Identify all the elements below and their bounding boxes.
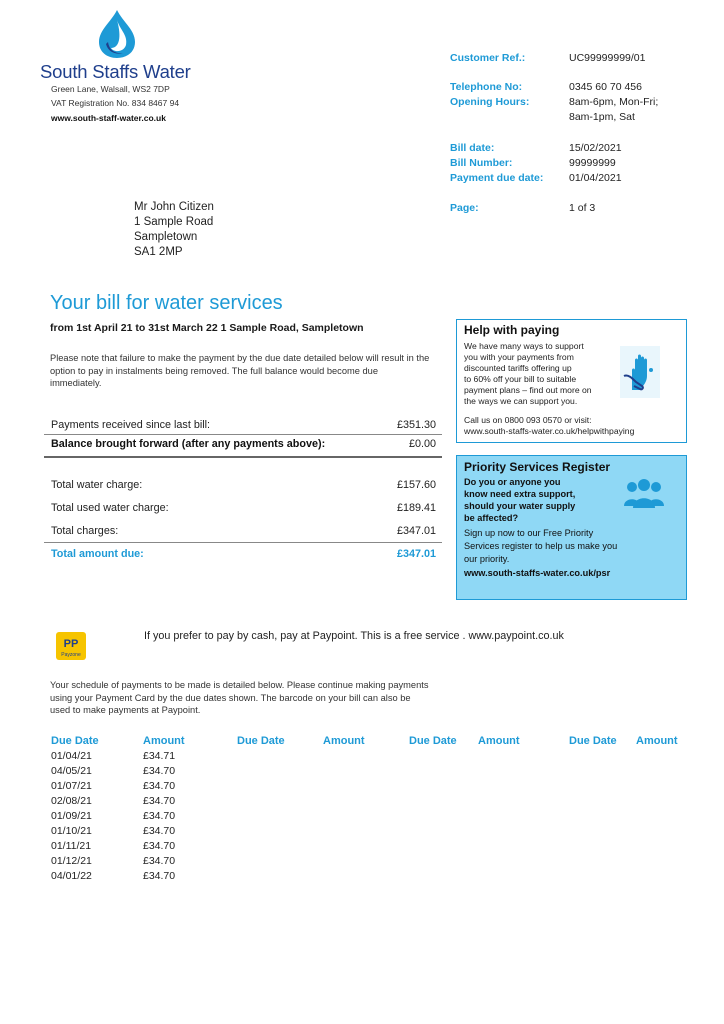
schedule-row-amount: £34.70	[143, 870, 176, 882]
schedule-note: Your schedule of payments to be made is detailed below. Please continue making payments using your Payment Card by the due dates shown. The barcode on your bill can also be used to make payments at Paypoint.	[50, 680, 429, 715]
bill-title: Your bill for water services	[50, 292, 283, 314]
psr-url: www.south-staffs-water.co.uk/psr	[464, 568, 611, 578]
telephone-value: 0345 60 70 456	[569, 81, 642, 93]
paypoint-logo	[56, 632, 86, 660]
help-text-line2: you with your payments from	[464, 352, 574, 362]
payment-warning-note: Please note that failure to make the payment by the due date detailed below will result in the option to pay in instalments being removed. The full balance would become due immediately.	[50, 353, 430, 388]
payments-received-label: Payments received since last bill:	[51, 419, 211, 431]
totals-divider	[44, 542, 442, 543]
schedule-row-date: 01/07/21	[51, 780, 92, 792]
company-address: Green Lane, Walsall, WS2 7DP	[51, 84, 170, 94]
paypoint-message: If you prefer to pay by cash, pay at Paypoint. This is a free service . www.paypoint.co.uk	[144, 630, 564, 642]
schedule-col2-due-date-header: Due Date	[237, 735, 285, 747]
priority-services-panel	[456, 455, 687, 600]
used-water-charge-label: Total used water charge:	[51, 502, 169, 514]
schedule-row-amount: £34.70	[143, 855, 176, 867]
payments-received-value: £351.30	[396, 419, 436, 431]
schedule-row-date: 01/09/21	[51, 810, 92, 822]
total-charges-label: Total charges:	[51, 525, 119, 537]
recipient-address-line2: Sampletown	[134, 231, 198, 243]
bill-number-label: Bill Number:	[450, 157, 513, 169]
recipient-postcode: SA1 2MP	[134, 246, 183, 258]
schedule-row-date: 01/11/21	[51, 840, 92, 852]
schedule-col1-amount-header: Amount	[143, 735, 185, 747]
helping-hand-icon	[620, 346, 660, 398]
svg-text:PP: PP	[63, 638, 79, 650]
schedule-row-amount: £34.70	[143, 810, 176, 822]
psr-text-line2: Services register to help us make you	[464, 541, 618, 551]
schedule-col1-due-date-header: Due Date	[51, 735, 99, 747]
schedule-row-date: 01/10/21	[51, 825, 92, 837]
recipient-name: Mr John Citizen	[134, 201, 214, 213]
summary-divider	[44, 434, 442, 435]
bill-number-value: 99999999	[569, 157, 616, 169]
svg-text:Payzone: Payzone	[61, 652, 81, 658]
schedule-row-amount: £34.70	[143, 795, 176, 807]
schedule-col4-amount-header: Amount	[636, 735, 678, 747]
total-amount-due-value: £347.01	[396, 548, 436, 560]
psr-text-line1: Sign up now to our Free Priority	[464, 528, 594, 538]
psr-question-line1: Do you or anyone you	[464, 477, 561, 487]
schedule-col3-due-date-header: Due Date	[409, 735, 457, 747]
bill-date-label: Bill date:	[450, 142, 495, 154]
balance-forward-value: £0.00	[408, 438, 436, 450]
psr-question-line4: be affected?	[464, 513, 519, 523]
opening-hours-label: Opening Hours:	[450, 96, 530, 108]
bill-date-value: 15/02/2021	[569, 142, 622, 154]
help-text-line3: discounted tariffs offering up	[464, 363, 572, 373]
psr-question-line2: know need extra support,	[464, 489, 576, 499]
help-panel-title: Help with paying	[464, 323, 560, 337]
schedule-row-amount: £34.71	[143, 750, 176, 762]
opening-hours-line2: 8am-1pm, Sat	[569, 111, 635, 123]
psr-panel-title: Priority Services Register	[464, 460, 611, 474]
schedule-row-date: 01/04/21	[51, 750, 92, 762]
company-website: www.south-staff-water.co.uk	[51, 113, 166, 123]
page-value: 1 of 3	[569, 202, 596, 214]
company-name: South Staffs Water	[40, 61, 191, 82]
schedule-row-date: 02/08/21	[51, 795, 92, 807]
due-date-value: 01/04/2021	[569, 172, 622, 184]
due-date-label: Payment due date:	[450, 172, 544, 184]
people-group-icon	[622, 478, 666, 510]
schedule-row-amount: £34.70	[143, 840, 176, 852]
customer-ref-value: UC99999999/01	[569, 52, 646, 64]
used-water-charge-value: £189.41	[396, 502, 436, 514]
help-contact-url: www.south-staffs-water.co.uk/helpwithpaying	[464, 426, 635, 436]
schedule-col2-amount-header: Amount	[323, 735, 365, 747]
help-with-paying-panel	[456, 319, 687, 443]
schedule-col4-due-date-header: Due Date	[569, 735, 617, 747]
recipient-address-line1: 1 Sample Road	[134, 216, 214, 228]
schedule-col3-amount-header: Amount	[478, 735, 520, 747]
schedule-row-amount: £34.70	[143, 780, 176, 792]
schedule-row-amount: £34.70	[143, 765, 176, 777]
help-contact-line1: Call us on 0800 093 0570 or visit:	[464, 415, 592, 425]
help-text-line4: to 60% off your bill to suitable	[464, 374, 577, 384]
help-text-line6: the ways we can support you.	[464, 396, 578, 406]
total-amount-due-label: Total amount due:	[51, 548, 144, 560]
bill-period: from 1st April 21 to 31st March 22 1 Sample Road, Sampletown	[50, 322, 364, 334]
water-charge-label: Total water charge:	[51, 479, 143, 491]
schedule-row-date: 01/12/21	[51, 855, 92, 867]
help-text-line5: payment plans – find out more on	[464, 385, 592, 395]
opening-hours-line1: 8am-6pm, Mon-Fri;	[569, 96, 659, 108]
psr-text-line3: our priority.	[464, 554, 510, 564]
summary-divider-thick	[44, 456, 442, 458]
balance-forward-label: Balance brought forward (after any payments above):	[51, 438, 326, 450]
customer-ref-label: Customer Ref.:	[450, 52, 526, 64]
total-charges-value: £347.01	[396, 525, 436, 537]
schedule-row-date: 04/01/22	[51, 870, 92, 882]
schedule-row-amount: £34.70	[143, 825, 176, 837]
vat-number: VAT Registration No. 834 8467 94	[51, 98, 180, 108]
psr-question-line3: should your water supply	[464, 501, 576, 511]
page-label: Page:	[450, 202, 479, 214]
water-drop-logo-icon	[94, 8, 140, 60]
help-text-line1: We have many ways to support	[464, 341, 584, 351]
water-charge-value: £157.60	[396, 479, 436, 491]
telephone-label: Telephone No:	[450, 81, 523, 93]
schedule-row-date: 04/05/21	[51, 765, 92, 777]
